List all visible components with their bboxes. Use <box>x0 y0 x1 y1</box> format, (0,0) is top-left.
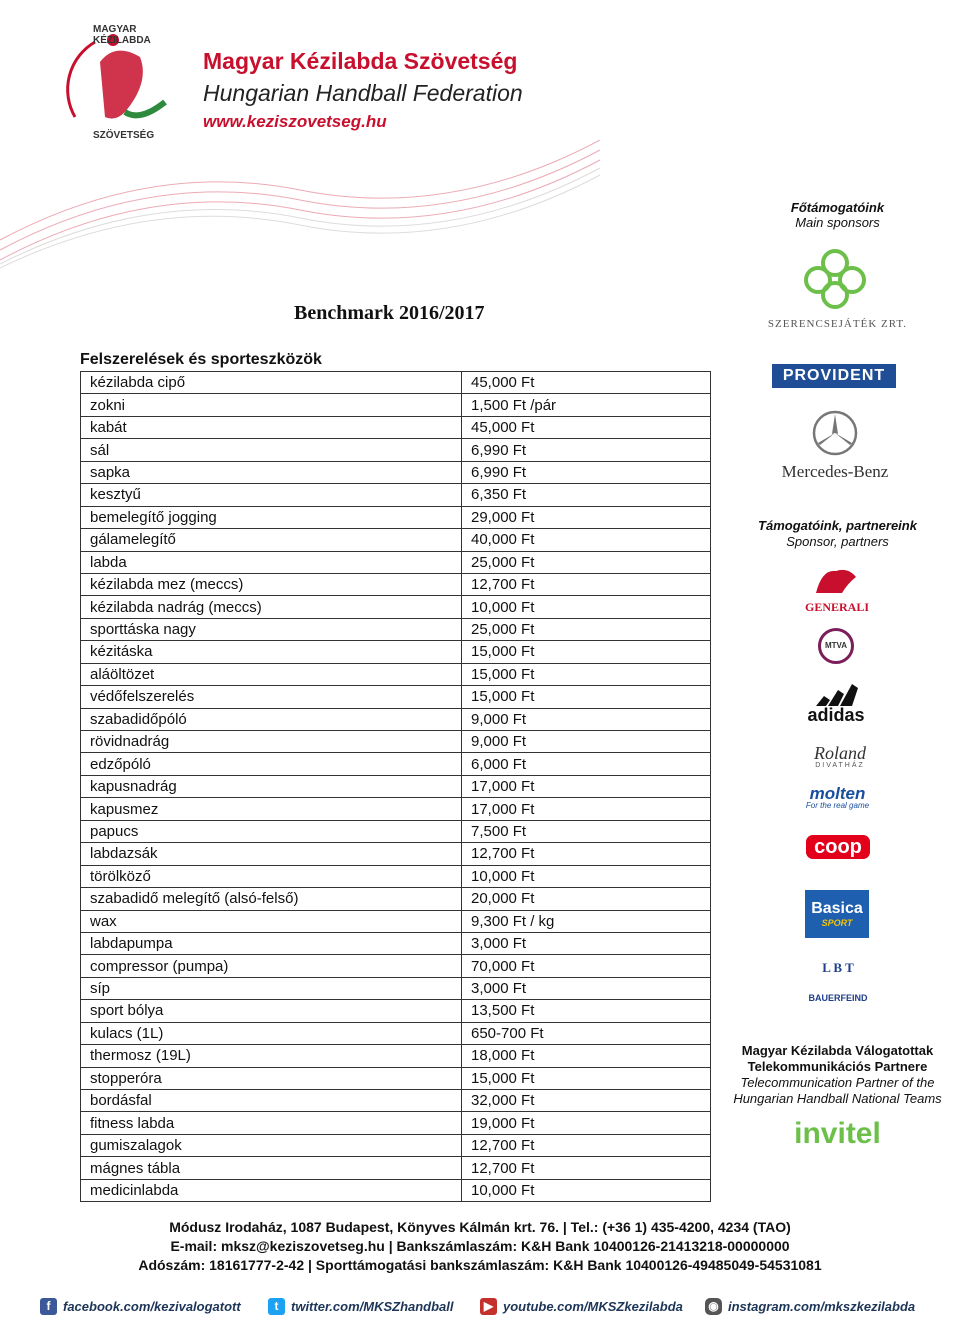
table-row <box>81 843 711 865</box>
item-price: 15,000 Ft <box>462 641 711 663</box>
table-row <box>81 461 711 483</box>
mercedes-star-icon <box>812 410 858 461</box>
table-row <box>81 820 711 842</box>
twitter-link[interactable] <box>268 1298 454 1315</box>
table-row <box>81 865 711 887</box>
basica-sport-text: SPORT <box>821 918 853 928</box>
adidas-logo: adidas <box>807 705 865 725</box>
item-name: gumiszalagok <box>81 1134 462 1156</box>
item-price: 10,000 Ft <box>462 865 711 887</box>
youtube-link[interactable] <box>480 1298 683 1315</box>
item-price: 12,700 Ft <box>462 1157 711 1179</box>
youtube-link-text: youtube.com/MKSZkezilabda <box>503 1299 683 1314</box>
telco-heading-line1: Magyar Kézilabda Válogatottak <box>741 1043 934 1058</box>
item-price: 3,000 Ft <box>462 932 711 954</box>
item-price: 6,990 Ft <box>462 461 711 483</box>
table-row <box>81 910 711 932</box>
table-row <box>81 955 711 977</box>
item-name: fitness labda <box>81 1112 462 1134</box>
item-name: kézilabda cipő <box>81 372 462 394</box>
provident-logo: PROVIDENT <box>772 364 896 388</box>
table-row <box>81 551 711 573</box>
logo-text-top: MAGYAR KÉZILABDA <box>93 24 151 46</box>
item-price: 6,350 Ft <box>462 484 711 506</box>
federation-subtitle: Hungarian Handball Federation <box>203 80 523 106</box>
item-name: kézilabda nadrág (meccs) <box>81 596 462 618</box>
partners-heading: Támogatóink, partnereink <box>758 518 917 533</box>
table-row <box>81 1090 711 1112</box>
table-row <box>81 775 711 797</box>
item-price: 40,000 Ft <box>462 529 711 551</box>
molten-logo: molten <box>809 784 866 803</box>
item-name: edzőpóló <box>81 753 462 775</box>
item-price: 29,000 Ft <box>462 506 711 528</box>
youtube-icon: ▶ <box>480 1298 497 1315</box>
table-row <box>81 686 711 708</box>
item-name: zokni <box>81 394 462 416</box>
table-row <box>81 484 711 506</box>
item-name: kulacs (1L) <box>81 1022 462 1044</box>
molten-tagline: For the real game <box>805 801 870 810</box>
document-title: Benchmark 2016/2017 <box>294 302 485 324</box>
twitter-link-text: twitter.com/MKSZhandball <box>291 1299 454 1314</box>
federation-title: Magyar Kézilabda Szövetség <box>203 48 518 74</box>
item-name: védőfelszerelés <box>81 686 462 708</box>
item-name: gálamelegítő <box>81 529 462 551</box>
item-name: síp <box>81 977 462 999</box>
item-name: labdapumpa <box>81 932 462 954</box>
item-name: papucs <box>81 820 462 842</box>
facebook-link-text: facebook.com/kezivalogatott <box>63 1299 241 1314</box>
item-name: sál <box>81 439 462 461</box>
generali-logo: GENERALI <box>804 600 869 614</box>
bauerfeind-logo: BAUERFEIND <box>808 993 868 1003</box>
item-price: 12,700 Ft <box>462 573 711 595</box>
item-price: 9,300 Ft / kg <box>462 910 711 932</box>
item-price: 3,000 Ft <box>462 977 711 999</box>
table-row <box>81 1157 711 1179</box>
footer-contact: E-mail: mksz@keziszovetseg.hu | Bankszámlaszám: K&H Bank 10400126-21413218-00000000 <box>170 1238 790 1254</box>
table-row <box>81 753 711 775</box>
table-row <box>81 394 711 416</box>
federation-website[interactable]: www.keziszovetseg.hu <box>203 112 387 131</box>
roland-subtitle: DIVATHÁZ <box>815 762 865 769</box>
basica-text: Basica <box>811 900 863 917</box>
item-name: kabát <box>81 416 462 438</box>
facebook-icon: f <box>40 1298 57 1315</box>
telco-subheading-line2: Hungarian Handball National Teams <box>733 1091 942 1106</box>
instagram-icon: ◉ <box>705 1298 722 1315</box>
item-name: kézitáska <box>81 641 462 663</box>
price-table <box>80 371 711 1202</box>
szerencsejatek-logo: SZERENCSEJÁTÉK ZRT. <box>767 318 908 330</box>
table-row <box>81 372 711 394</box>
item-price: 70,000 Ft <box>462 955 711 977</box>
item-name: labda <box>81 551 462 573</box>
item-name: sport bólya <box>81 1000 462 1022</box>
main-sponsors-heading: Főtámogatóink <box>790 200 885 215</box>
item-price: 18,000 Ft <box>462 1045 711 1067</box>
twitter-icon: t <box>268 1298 285 1315</box>
item-name: labdazsák <box>81 843 462 865</box>
item-name: compressor (pumpa) <box>81 955 462 977</box>
item-name: sporttáska nagy <box>81 618 462 640</box>
item-price: 45,000 Ft <box>462 372 711 394</box>
invitel-logo: invitel <box>794 1117 881 1150</box>
section-title: Felszerelések és sporteszközök <box>80 351 322 368</box>
table-row <box>81 573 711 595</box>
mtva-text: MTVA <box>824 641 848 650</box>
item-price: 17,000 Ft <box>462 775 711 797</box>
item-price: 15,000 Ft <box>462 686 711 708</box>
item-name: törölköző <box>81 865 462 887</box>
item-price: 12,700 Ft <box>462 843 711 865</box>
table-row <box>81 618 711 640</box>
item-price: 650-700 Ft <box>462 1022 711 1044</box>
item-price: 9,000 Ft <box>462 731 711 753</box>
item-price: 10,000 Ft <box>462 1179 711 1201</box>
table-row <box>81 932 711 954</box>
item-name: sapka <box>81 461 462 483</box>
coop-logo: coop <box>806 835 870 859</box>
item-name: thermosz (19L) <box>81 1045 462 1067</box>
item-price: 9,000 Ft <box>462 708 711 730</box>
item-name: bemelegítő jogging <box>81 506 462 528</box>
logo-text-bottom: SZÖVETSÉG <box>93 130 155 141</box>
main-sponsors-subheading: Main sponsors <box>795 215 880 230</box>
item-price: 15,000 Ft <box>462 663 711 685</box>
item-price: 7,500 Ft <box>462 820 711 842</box>
table-row <box>81 1112 711 1134</box>
item-price: 13,500 Ft <box>462 1000 711 1022</box>
item-name: mágnes tábla <box>81 1157 462 1179</box>
table-row <box>81 1179 711 1201</box>
table-row <box>81 1045 711 1067</box>
item-price: 19,000 Ft <box>462 1112 711 1134</box>
decorative-stripes <box>0 140 600 270</box>
item-price: 1,500 Ft /pár <box>462 394 711 416</box>
telco-subheading-line1: Telecommunication Partner of the <box>740 1075 935 1090</box>
item-name: kapusnadrág <box>81 775 462 797</box>
item-name: aláöltözet <box>81 663 462 685</box>
item-name: wax <box>81 910 462 932</box>
table-row <box>81 1022 711 1044</box>
telco-heading-line2: Telekommunikációs Partnere <box>747 1059 928 1074</box>
item-price: 25,000 Ft <box>462 551 711 573</box>
item-name: medicinlabda <box>81 1179 462 1201</box>
table-row <box>81 439 711 461</box>
table-row <box>81 529 711 551</box>
table-row <box>81 888 711 910</box>
basica-logo <box>805 890 869 938</box>
item-name: bordásfal <box>81 1090 462 1112</box>
mtva-logo <box>818 628 854 664</box>
item-name: kézilabda mez (meccs) <box>81 573 462 595</box>
price-table-body <box>81 372 711 1202</box>
table-row <box>81 731 711 753</box>
item-price: 12,700 Ft <box>462 1134 711 1156</box>
item-price: 15,000 Ft <box>462 1067 711 1089</box>
item-price: 25,000 Ft <box>462 618 711 640</box>
table-row <box>81 977 711 999</box>
table-row <box>81 641 711 663</box>
table-row <box>81 1067 711 1089</box>
table-row <box>81 1134 711 1156</box>
table-row <box>81 708 711 730</box>
item-price: 20,000 Ft <box>462 888 711 910</box>
item-price: 10,000 Ft <box>462 596 711 618</box>
item-name: stopperóra <box>81 1067 462 1089</box>
table-row <box>81 1000 711 1022</box>
item-price: 17,000 Ft <box>462 798 711 820</box>
table-row <box>81 663 711 685</box>
clover-icon <box>800 245 870 320</box>
mercedes-logo-text: Mercedes-Benz <box>781 462 889 481</box>
instagram-link-text: instagram.com/mkszkezilabda <box>728 1299 916 1314</box>
item-name: rövidnadrág <box>81 731 462 753</box>
item-name: kapusmez <box>81 798 462 820</box>
table-row <box>81 506 711 528</box>
federation-logo <box>55 22 195 152</box>
item-price: 45,000 Ft <box>462 416 711 438</box>
lbt-logo: L B T <box>822 960 854 975</box>
item-price: 6,990 Ft <box>462 439 711 461</box>
item-name: kesztyű <box>81 484 462 506</box>
item-price: 6,000 Ft <box>462 753 711 775</box>
table-row <box>81 416 711 438</box>
footer-address: Módusz Irodaház, 1087 Budapest, Könyves Kálmán krt. 76. | Tel.: (+36 1) 435-4200, 4234 (TAO) <box>169 1219 791 1235</box>
item-name: szabadidő melegítő (alsó-felső) <box>81 888 462 910</box>
roland-logo: Roland <box>814 743 866 763</box>
instagram-link[interactable] <box>705 1298 915 1315</box>
partners-subheading: Sponsor, partners <box>786 534 889 549</box>
table-row <box>81 596 711 618</box>
footer-tax: Adószám: 18161777-2-42 | Sporttámogatási bankszámlaszám: K&H Bank 10400126-49485049-54531081 <box>138 1257 822 1273</box>
item-price: 32,000 Ft <box>462 1090 711 1112</box>
item-name: szabadidőpóló <box>81 708 462 730</box>
facebook-link[interactable] <box>40 1298 241 1315</box>
table-row <box>81 798 711 820</box>
